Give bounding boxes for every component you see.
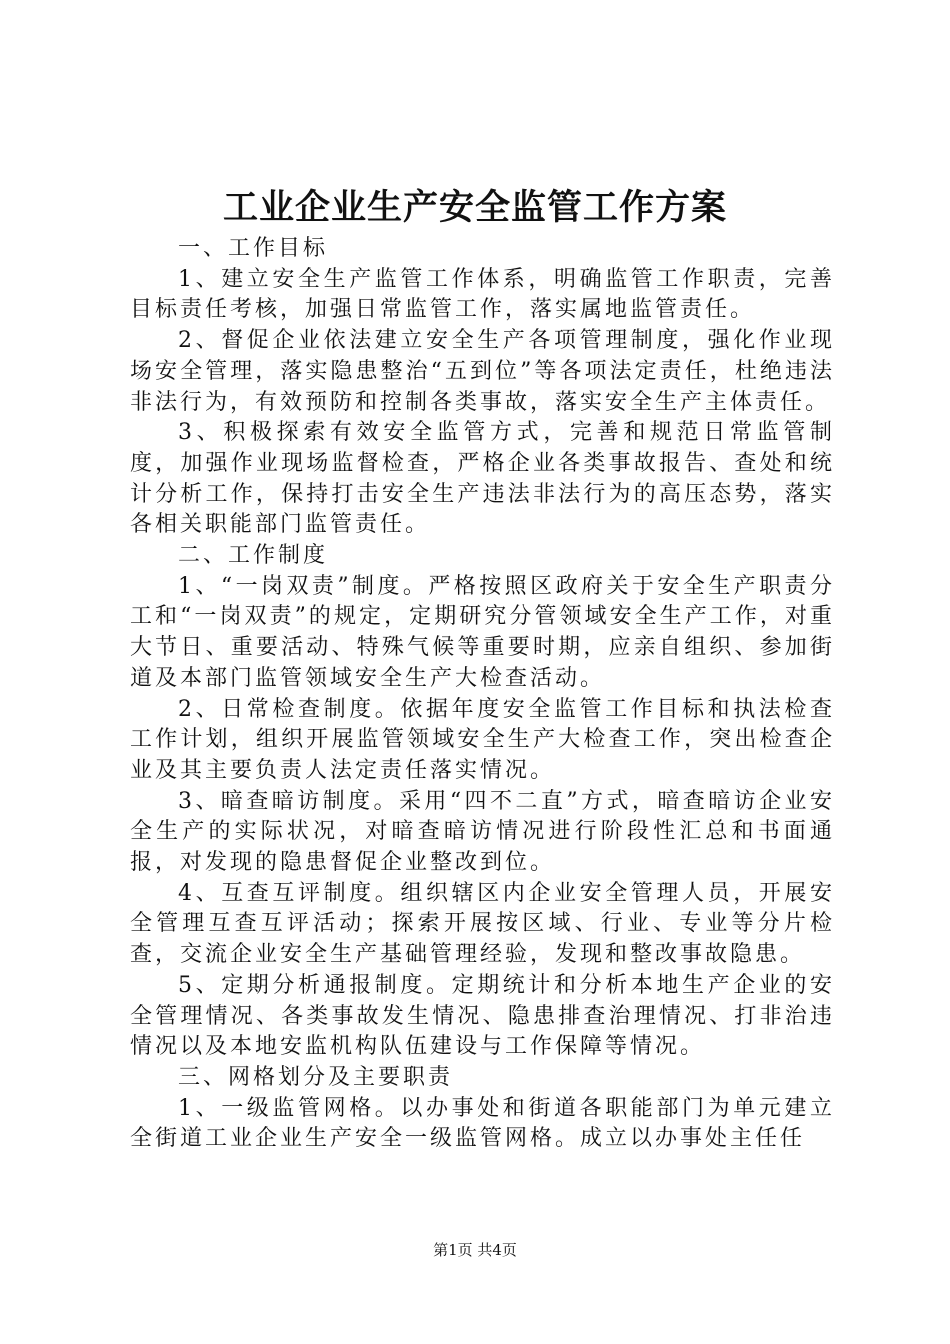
paragraph: 2、日常检查制度。依据年度安全监管工作目标和执法检查工作计划，组织开展监管领域安全生产大检查工作，突出检查企业及其主要负责人法定责任落实情况。 <box>130 696 835 783</box>
section-heading: 一、工作目标 <box>178 236 329 261</box>
section-heading: 二、工作制度 <box>178 543 329 569</box>
paragraph: 5、定期分析通报制度。定期统计和分析本地生产企业的安全管理情况、各类事故发生情况、隐患排查治理情况、打非治违情况以及本地安监机构队伍建设与工作保障等情况。 <box>130 972 835 1060</box>
section-heading: 三、网格划分及主要职责 <box>178 1064 454 1090</box>
paragraph: 1、一级监管网格。以办事处和街道各职能部门为单元建立全街道工业企业生产安全一级监管网格。成立以办事处主任任 <box>130 1095 835 1152</box>
page-number: 第1页 共4页 <box>433 1241 517 1259</box>
paragraph: 3、积极探索有效安全监管方式，完善和规范日常监管制度，加强作业现场监督检查，严格企业各类事故报告、查处和统计分析工作，保持打击安全生产违法非法行为的高压态势，落实各相关职能部门监管责任。 <box>130 420 835 538</box>
document-body <box>130 234 835 1155</box>
paragraph: 2、督促企业依法建立安全生产各项管理制度，强化作业现场安全管理，落实隐患整治“五到位”等各项法定责任，杜绝违法非法行为，有效预防和控制各类事故，落实安全生产主体责任。 <box>130 328 835 415</box>
document-title: 工业企业生产安全监管工作方案 <box>222 187 727 228</box>
paragraph: 1、建立安全生产监管工作体系，明确监管工作职责，完善目标责任考核，加强日常监管工作，落实属地监管责任。 <box>130 266 835 323</box>
paragraph: 3、暗查暗访制度。采用“四不二直”方式，暗查暗访企业安全生产的实际状况，对暗查暗访情况进行阶段性汇总和书面通报，对发现的隐患督促企业整改到位。 <box>130 788 835 876</box>
paragraph: 1、“一岗双责”制度。严格按照区政府关于安全生产职责分工和“一岗双责”的规定，定期研究分管领域安全生产工作，对重大节日、重要活动、特殊气候等重要时期，应亲自组织、参加街道及本部门监管领域安全生产大检查活动。 <box>130 573 835 691</box>
paragraph: 4、互查互评制度。组织辖区内企业安全管理人员，开展安全管理互查互评活动；探索开展按区域、行业、专业等分片检查，交流企业安全生产基础管理经验，发现和整改事故隐患。 <box>130 880 835 968</box>
